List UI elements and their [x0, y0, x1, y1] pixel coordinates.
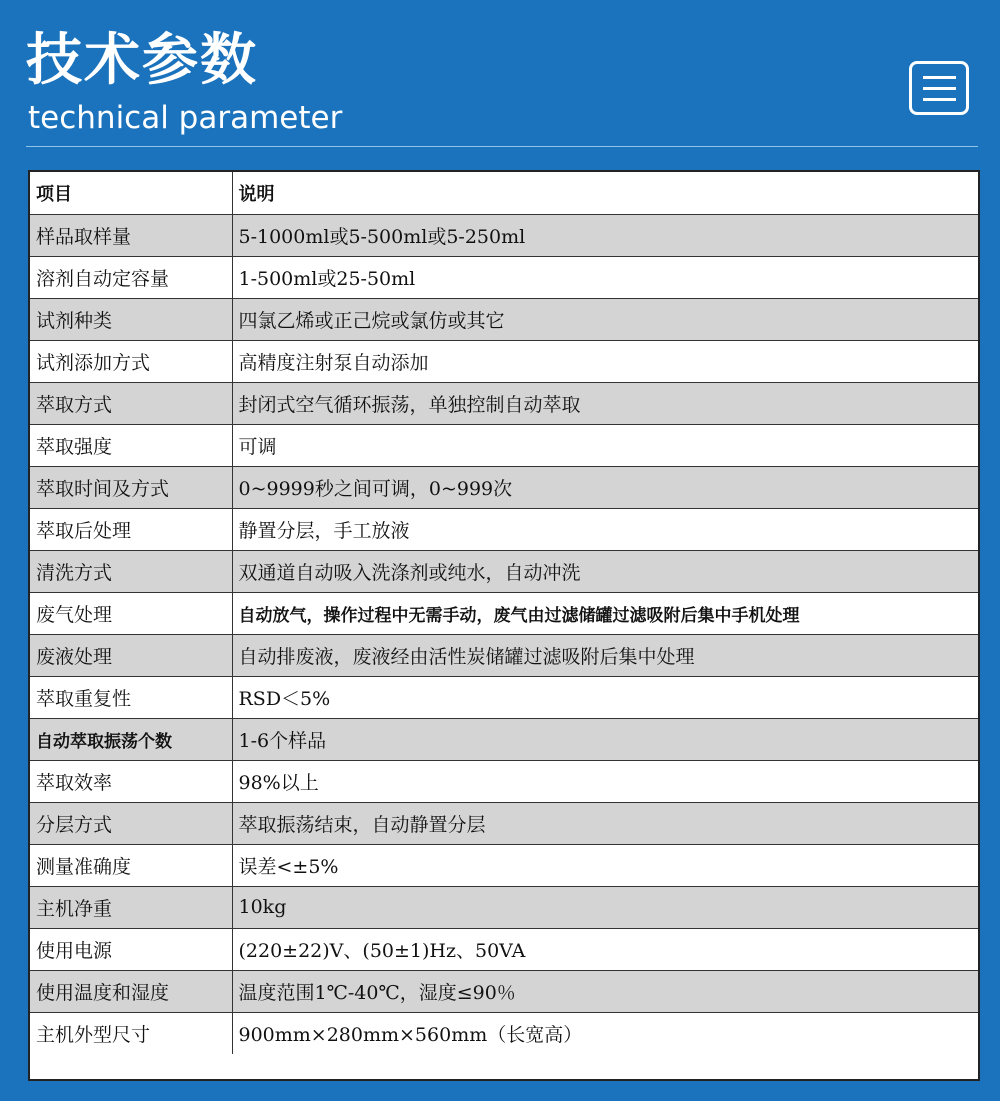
param-name: 自动萃取振荡个数 — [30, 718, 232, 760]
param-name: 萃取重复性 — [30, 676, 232, 718]
menu-icon-bar — [923, 76, 956, 79]
table-row — [30, 760, 978, 802]
table-row — [30, 550, 978, 592]
param-name: 分层方式 — [30, 802, 232, 844]
param-name: 使用温度和湿度 — [30, 970, 232, 1012]
param-name: 测量准确度 — [30, 844, 232, 886]
table-row — [30, 466, 978, 508]
table-row — [30, 970, 978, 1012]
table-row — [30, 592, 978, 634]
table-row — [30, 298, 978, 340]
page-title: 技术参数 — [26, 28, 258, 93]
param-name: 废液处理 — [30, 634, 232, 676]
menu-icon[interactable] — [909, 61, 969, 115]
param-name: 主机外型尺寸 — [30, 1012, 232, 1054]
param-value: 10kg — [232, 886, 978, 928]
param-name: 废气处理 — [30, 592, 232, 634]
table-row — [30, 508, 978, 550]
param-name: 主机净重 — [30, 886, 232, 928]
param-value: 5-1000ml或5-500ml或5-250ml — [232, 214, 978, 256]
param-value: 可调 — [232, 424, 978, 466]
param-name: 萃取强度 — [30, 424, 232, 466]
param-name: 萃取后处理 — [30, 508, 232, 550]
param-name: 溶剂自动定容量 — [30, 256, 232, 298]
column-header-item: 项目 — [30, 172, 232, 214]
param-value: 静置分层，手工放液 — [232, 508, 978, 550]
param-name: 清洗方式 — [30, 550, 232, 592]
menu-icon-bar — [923, 98, 956, 101]
param-value: 误差<±5% — [232, 844, 978, 886]
table-row — [30, 886, 978, 928]
param-value: 高精度注射泵自动添加 — [232, 340, 978, 382]
column-header-description: 说明 — [232, 172, 978, 214]
table-row — [30, 928, 978, 970]
param-name: 萃取效率 — [30, 760, 232, 802]
table-row — [30, 256, 978, 298]
param-value: 900mm×280mm×560mm（长宽高） — [232, 1012, 978, 1054]
param-value: 自动放气，操作过程中无需手动，废气由过滤储罐过滤吸附后集中手机处理 — [232, 592, 978, 634]
param-value: (220±22)V、(50±1)Hz、50VA — [232, 928, 978, 970]
param-value: 1-500ml或25-50ml — [232, 256, 978, 298]
param-name: 萃取方式 — [30, 382, 232, 424]
table-row — [30, 844, 978, 886]
param-value: 封闭式空气循环振荡，单独控制自动萃取 — [232, 382, 978, 424]
table-row — [30, 1012, 978, 1054]
param-value: 自动排废液，废液经由活性炭储罐过滤吸附后集中处理 — [232, 634, 978, 676]
table-header-row — [30, 172, 978, 214]
param-value: 98%以上 — [232, 760, 978, 802]
param-value: 1-6个样品 — [232, 718, 978, 760]
param-name: 样品取样量 — [30, 214, 232, 256]
table-row — [30, 214, 978, 256]
param-value: 四氯乙烯或正己烷或氯仿或其它 — [232, 298, 978, 340]
table-row — [30, 424, 978, 466]
table-row — [30, 802, 978, 844]
header-divider — [26, 146, 978, 147]
parameter-table — [28, 170, 980, 1081]
param-name: 试剂种类 — [30, 298, 232, 340]
param-value: 0~9999秒之间可调，0~999次 — [232, 466, 978, 508]
table-row — [30, 718, 978, 760]
param-value: 双通道自动吸入洗涤剂或纯水，自动冲洗 — [232, 550, 978, 592]
param-name: 使用电源 — [30, 928, 232, 970]
param-name: 萃取时间及方式 — [30, 466, 232, 508]
param-value: 萃取振荡结束，自动静置分层 — [232, 802, 978, 844]
page-subtitle: technical parameter — [28, 100, 343, 136]
param-value: 温度范围1℃-40℃，湿度≤90％ — [232, 970, 978, 1012]
menu-icon-bar — [923, 87, 956, 90]
param-name: 试剂添加方式 — [30, 340, 232, 382]
param-value: RSD＜5% — [232, 676, 978, 718]
table-row — [30, 634, 978, 676]
table-row — [30, 676, 978, 718]
table-row — [30, 340, 978, 382]
table-row — [30, 382, 978, 424]
